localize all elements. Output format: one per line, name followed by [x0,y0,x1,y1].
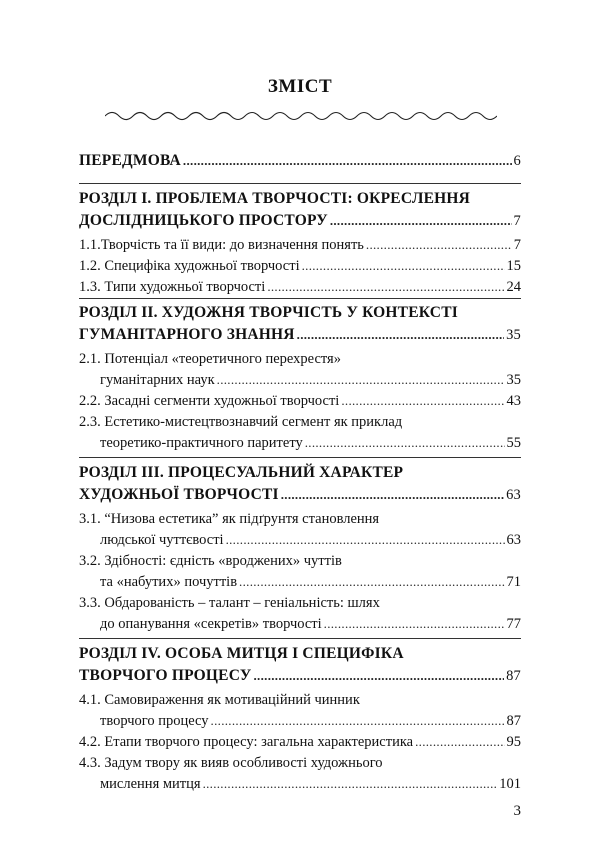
entry-title: ХУДОЖНЬОЇ ТВОРЧОСТІ [79,486,279,503]
entry-page: 6 [513,153,521,169]
entry-3-3-line1: 3.3. Обдарованість – талант – геніальність: шлях [79,595,380,611]
entry-title: 2.2. Засадні сегменти художньої творчості [79,393,340,409]
entry-page: 95 [506,734,521,750]
toc-entry-4-1[interactable] [100,713,521,735]
entry-title: до опанування «секретів» творчості [100,616,322,632]
entry-page: 43 [506,393,521,409]
entry-page: 63 [506,487,521,503]
entry-title: гуманітарних наук [100,372,215,388]
entry-page: 7 [513,237,521,253]
entry-title: людської чуттєвості [100,532,224,548]
entry-page: 35 [506,327,521,343]
entry-title: 1.2. Специфіка художньої творчості [79,258,300,274]
toc-entry-2-3[interactable] [100,435,521,457]
entry-page: 101 [499,776,521,792]
entry-3-1-line1: 3.1. “Низова естетика” як підґрунтя становлення [79,511,380,527]
toc-entry-1-1[interactable] [79,237,521,259]
entry-page: 63 [506,532,521,548]
section-1-title-line1: РОЗДІЛ І. ПРОБЛЕМА ТВОРЧОСТІ: ОКРЕСЛЕННЯ [79,190,471,207]
toc-entry-1-2[interactable] [79,258,521,280]
entry-page: 77 [506,616,521,632]
page-title: ЗМІСТ [267,76,333,97]
entry-title: 1.3. Типи художньої творчості [79,279,266,295]
entry-title: 4.2. Етапи творчого процесу: загальна характеристика [79,734,414,750]
toc-entry-4-3[interactable] [100,776,521,798]
section-divider [79,298,521,299]
entry-page: 7 [513,213,521,229]
toc-entry-3-3[interactable] [100,616,521,638]
section-divider [79,457,521,458]
wavy-divider [105,108,497,124]
entry-page: 35 [506,372,521,388]
entry-title: ТВОРЧОГО ПРОЦЕСУ [79,667,252,684]
entry-page: 24 [506,279,521,295]
section-2-title-line1: РОЗДІЛ ІІ. ХУДОЖНЯ ТВОРЧІСТЬ У КОНТЕКСТІ [79,304,458,321]
toc-entry-section-4[interactable] [79,667,521,689]
section-divider [79,638,521,639]
entry-title: теоретико-практичного паритету [100,435,303,451]
entry-page: 87 [506,713,521,729]
entry-title: творчого процесу [100,713,209,729]
toc-entry-3-2[interactable] [100,574,521,596]
entry-title: 1.1.Творчість та її види: до визначення понять [79,237,364,253]
entry-2-3-line1: 2.3. Естетико-мистецтвознавчий сегмент як приклад [79,414,403,430]
section-divider [79,183,521,184]
entry-title: мислення митця [100,776,201,792]
entry-page: 55 [506,435,521,451]
entry-4-3-line1: 4.3. Задум твору як вияв особливості художнього [79,755,383,771]
section-3-title-line1: РОЗДІЛ ІІІ. ПРОЦЕСУАЛЬНИЙ ХАРАКТЕР [79,464,404,481]
toc-entry-2-2[interactable] [79,393,521,415]
entry-page: 71 [506,574,521,590]
entry-page: 87 [506,668,521,684]
toc-entry-section-1[interactable] [79,212,521,234]
entry-title: ГУМАНІТАРНОГО ЗНАННЯ [79,326,295,343]
toc-entry-2-1[interactable] [100,372,521,394]
toc-entry-preface[interactable] [79,152,521,174]
entry-title: ПЕРЕДМОВА [79,152,181,169]
entry-title: ДОСЛІДНИЦЬКОГО ПРОСТОРУ [79,212,328,229]
entry-4-1-line1: 4.1. Самовираження як мотиваційний чинник [79,692,360,708]
toc-entry-section-3[interactable] [79,486,521,508]
section-4-title-line1: РОЗДІЛ IV. ОСОБА МИТЦЯ І СПЕЦИФІКА [79,645,404,662]
entry-page: 15 [506,258,521,274]
toc-entry-section-2[interactable] [79,326,521,348]
page-number: 3 [513,803,521,819]
toc-entry-3-1[interactable] [100,532,521,554]
entry-2-1-line1: 2.1. Потенціал «теоретичного перехрестя» [79,351,341,367]
entry-title: та «набутих» почуттів [100,574,238,590]
toc-entry-4-2[interactable] [79,734,521,756]
entry-3-2-line1: 3.2. Здібності: єдність «вроджених» чуттів [79,553,342,569]
